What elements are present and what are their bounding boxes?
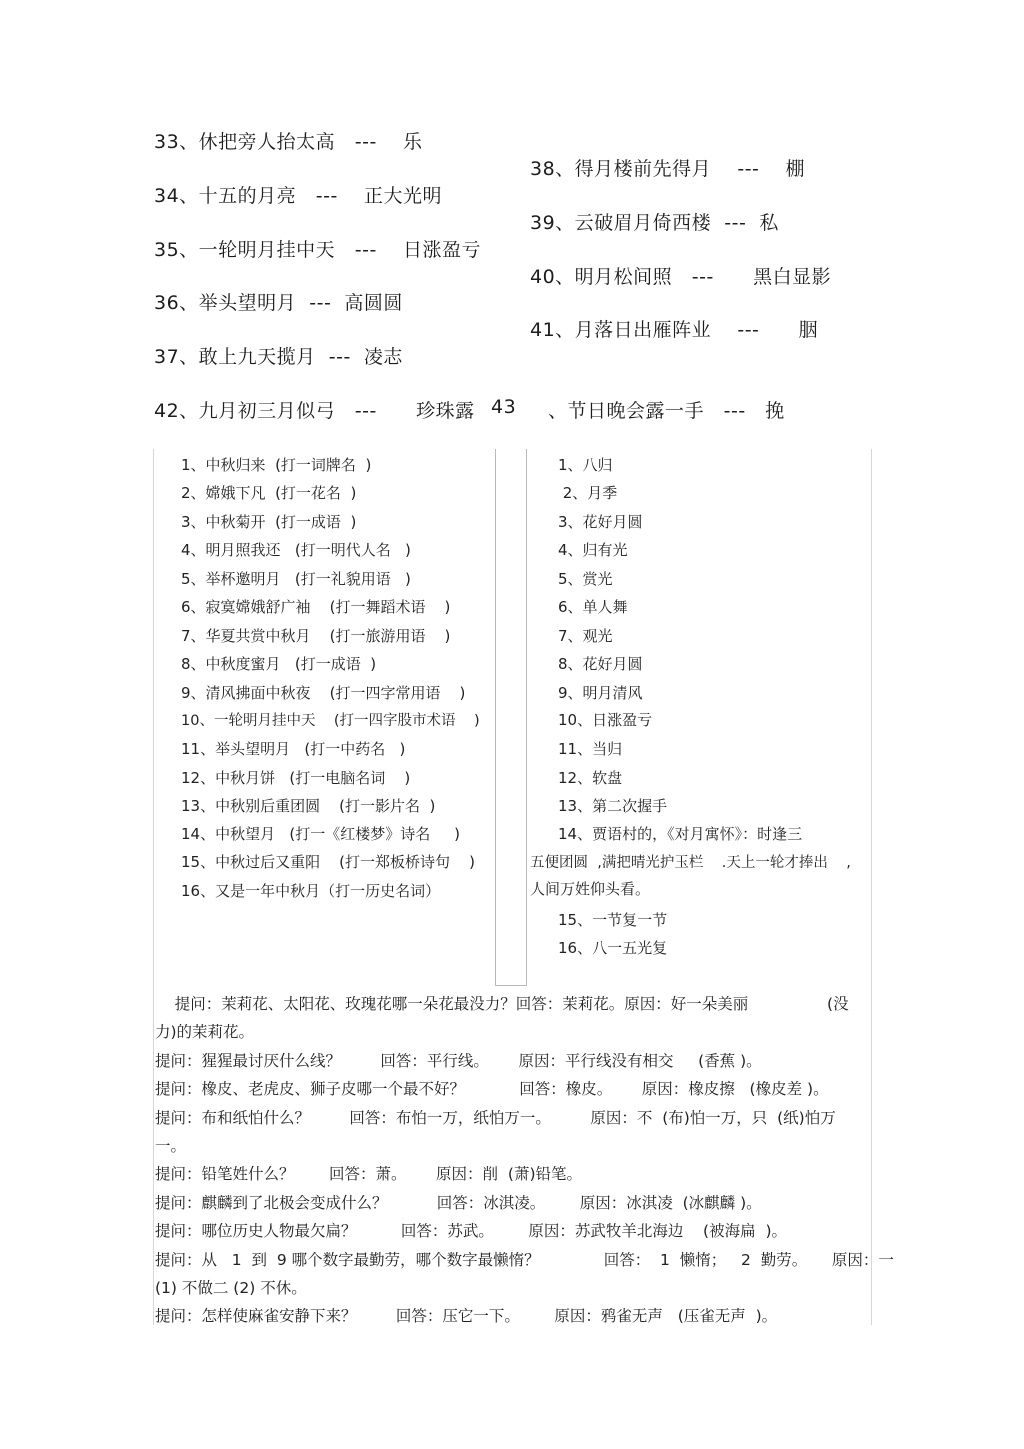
answer-item: 4、归有光 xyxy=(558,541,628,559)
question-item: 3、中秋菊开 (打一成语 ) xyxy=(181,513,357,531)
riddle-43-text: 、节日晚会露一手 --- 挽 xyxy=(548,400,785,422)
question-item: 16、又是一年中秋月（打一历史名词） xyxy=(181,882,441,900)
riddle-34: 34、十五的月亮 --- 正大光明 xyxy=(154,185,443,207)
riddle-36: 36、举头望明月 --- 高圆圆 xyxy=(154,292,403,314)
qa-line: 提问：怎样使麻雀安静下来？ 回答：压它一下。 原因：鸦雀无声 (压雀无声 )。 xyxy=(155,1307,778,1325)
qa-line: 提问：猩猩最讨厌什么线？ 回答：平行线。 原因：平行线没有相交 (香蕉 )。 xyxy=(155,1052,762,1070)
answer-item: 6、单人舞 xyxy=(558,598,628,616)
qa-line: 一。 xyxy=(155,1137,187,1155)
question-item: 9、清风拂面中秋夜 (打一四字常用语 ) xyxy=(181,684,466,702)
answer-item: 8、花好月圆 xyxy=(558,655,643,673)
question-item: 1、中秋归来 (打一词牌名 ) xyxy=(181,456,372,474)
riddle-40: 40、明月松间照 --- 黑白显影 xyxy=(530,266,832,288)
qa-line: 提问：橡皮、老虎皮、狮子皮哪一个最不好？ 回答：橡皮。 原因：橡皮擦 (橡皮差 )。 xyxy=(155,1080,829,1098)
riddle-37: 37、敢上九天揽月 --- 凌志 xyxy=(154,346,403,368)
riddle-41: 41、月落日出雁阵业 --- 胭 xyxy=(530,319,819,341)
answer-item: 16、八一五光复 xyxy=(558,939,668,957)
question-item: 7、华夏共赏中秋月 (打一旅游用语 ) xyxy=(181,627,451,645)
question-item: 2、嫦娥下凡 (打一花名 ) xyxy=(181,484,357,502)
answer-item: 12、软盘 xyxy=(558,769,623,787)
answer-item-14: 五便团圆 ,满把晴光护玉栏 .天上一轮才捧出 , xyxy=(530,855,851,871)
question-item: 11、举头望明月 (打一中药名 ) xyxy=(181,740,406,758)
answer-item: 11、当归 xyxy=(558,740,623,758)
answer-item: 15、一节复一节 xyxy=(558,911,668,929)
qa-line: 提问：哪位历史人物最欠扁？ 回答：苏武。 原因：苏武牧羊北海边 (被海扁 )。 xyxy=(155,1222,787,1240)
question-item: 6、寂寞嫦娥舒广袖 (打一舞蹈术语 ) xyxy=(181,598,451,616)
question-item: 8、中秋度蜜月 (打一成语 ) xyxy=(181,655,377,673)
answer-item: 9、明月清风 xyxy=(558,684,643,702)
answer-item-14: 人间万姓仰头看。 xyxy=(530,880,651,898)
answer-item: 7、观光 xyxy=(558,627,613,645)
answer-item: 5、赏光 xyxy=(558,570,613,588)
riddle-39: 39、云破眉月倚西楼 --- 私 xyxy=(530,212,779,234)
riddle-42: 42、九月初三月似弓 --- 珍珠露 xyxy=(154,400,475,422)
answer-item: 1、八归 xyxy=(558,456,613,474)
answer-item: 13、第二次握手 xyxy=(558,797,668,815)
question-item: 10、一轮明月挂中天 (打一四字股市术语 ) xyxy=(181,713,480,729)
question-item: 15、中秋过后又重阳 (打一郑板桥诗句 ) xyxy=(181,853,475,871)
question-item: 13、中秋别后重团圆 (打一影片名 ) xyxy=(181,797,436,815)
riddle-38: 38、得月楼前先得月 --- 棚 xyxy=(530,158,806,180)
question-item: 5、举杯邀明月 (打一礼貌用语 ) xyxy=(181,570,411,588)
column-divider xyxy=(495,449,527,986)
answer-item-14: 14、贾语村的，《对月寓怀》：时逢三 xyxy=(558,825,803,843)
qa-line: 力)的茉莉花。 xyxy=(155,1023,255,1041)
qa-line: 提问：从 1 到 9 哪个数字最勤劳，哪个数字最懒惰？ 回答： 1 懒惰； 2 勤劳。 原因：一 xyxy=(155,1251,894,1269)
qa-line: 提问：布和纸怕什么？ 回答：布怕一万，纸怕万一。 原因：不 (布)怕一万，只 (纸)怕万 xyxy=(155,1109,836,1127)
qa-line: 提问：麒麟到了北极会变成什么？ 回答：冰淇凌。 原因：冰淇凌 (冰麒麟 )。 xyxy=(155,1194,762,1212)
qa-line: 提问：铅笔姓什么？ 回答：萧。 原因：削 (萧)铅笔。 xyxy=(155,1165,583,1183)
riddle-33: 33、休把旁人抬太高 --- 乐 xyxy=(154,131,423,153)
question-item: 4、明月照我还 (打一明代人名 ) xyxy=(181,541,411,559)
riddle-43-number: 43 xyxy=(491,396,517,418)
answer-item: 3、花好月圆 xyxy=(558,513,643,531)
qa-line: (1) 不做二 (2) 不休。 xyxy=(155,1279,307,1297)
riddle-35: 35、一轮明月挂中天 --- 日涨盈亏 xyxy=(154,239,482,261)
question-item: 12、中秋月饼 (打一电脑名词 ) xyxy=(181,769,411,787)
question-item: 14、中秋望月 (打一《红楼梦》诗名 ) xyxy=(181,825,460,843)
answer-item: 10、日涨盈亏 xyxy=(558,711,653,729)
answer-item: 2、月季 xyxy=(558,484,618,502)
qa-line: 提问：茉莉花、太阳花、玫瑰花哪一朵花最没力？回答：茉莉花。原因：好一朵美丽 (没 xyxy=(155,995,849,1013)
